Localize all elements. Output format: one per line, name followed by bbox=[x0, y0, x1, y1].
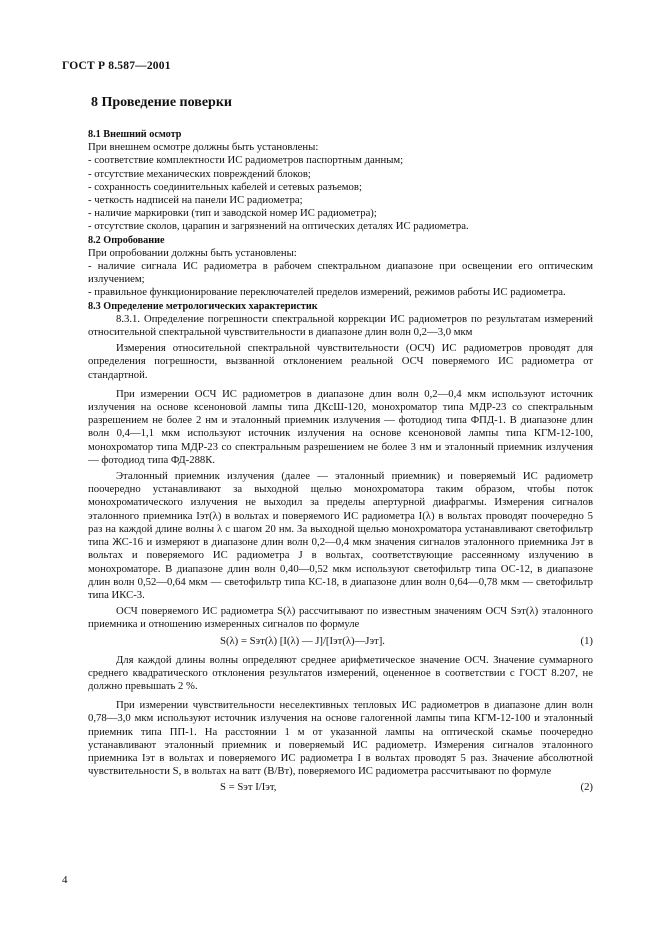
paragraph: ОСЧ поверяемого ИС радиометра S(λ) рассчитывают по известным значениям ОСЧ Sэт(λ) эталонного приемника и отношению измеренных сигналов по формуле bbox=[88, 605, 593, 631]
subsection-title-8-2: 8.2 Опробование bbox=[88, 234, 165, 246]
page-number: 4 bbox=[62, 874, 68, 886]
paragraph: При внешнем осмотре должны быть установлены: bbox=[88, 141, 319, 154]
formula-2-text: S = Sэт I/Iэт, bbox=[220, 781, 277, 794]
list-item: - правильное функционирование переключателей пределов измерений, режимов работы ИС радиометра. bbox=[88, 286, 566, 299]
list-item: - соответствие комплектности ИС радиометров паспортным данным; bbox=[88, 154, 404, 167]
list-item: - отсутствие сколов, царапин и загрязнений на оптических деталях ИС радиометра. bbox=[88, 220, 469, 233]
formula-2-number: (2) bbox=[580, 781, 593, 794]
paragraph: При измерении чувствительности неселективных тепловых ИС радиометров в диапазоне длин волн 0,78—3,0 мкм используют источник излучения на основе галогенной лампы типа КГМ-12-100 и эталонный приемник типа ПП-1. На расстоянии 1 м от указанной лампы на оптической скамье поочередно устанавливают эталонный приемник и поверяемый ИС радиометр. Измерения сигналов эталонного приемника Iэт в вольтах и поверяемого ИС радиометра I в вольтах проводят 5 раз. Значение абсолютной чувствительности S, в вольтах на ватт (В/Вт), поверяемого ИС радиометра рассчитывают по формуле bbox=[88, 699, 593, 778]
section-body bbox=[88, 128, 593, 800]
list-item: - наличие сигнала ИС радиометра в рабочем спектральном диапазоне при освещении его оптическим излучением; bbox=[88, 260, 593, 286]
list-item: - сохранность соединительных кабелей и сетевых разъемов; bbox=[88, 180, 362, 193]
section-title: 8 Проведение поверки bbox=[91, 95, 232, 110]
paragraph: Измерения относительной спектральной чувствительности (ОСЧ) ИС радиометров проводят для определения погрешности, вызванной отклонением реальной ОСЧ поверяемого ИС радиометра от стандартной. bbox=[88, 342, 593, 381]
subsection-title-8-3: 8.3 Определение метрологических характеристик bbox=[88, 300, 318, 312]
paragraph: При опробовании должны быть установлены: bbox=[88, 246, 297, 259]
paragraph: Для каждой длины волны определяют среднее арифметическое значение ОСЧ. Значение суммарного среднего квадратического отклонения результатов измерений, оцененное в соответствии с ГОСТ 8.207, не должно превышать 2 %. bbox=[88, 653, 593, 692]
formula-1-number: (1) bbox=[580, 634, 593, 647]
list-item: - отсутствие механических повреждений блоков; bbox=[88, 167, 311, 180]
subsection-title-8-1: 8.1 Внешний осмотр bbox=[88, 129, 182, 140]
formula-2 bbox=[88, 781, 593, 797]
list-item: - наличие маркировки (тип и заводской номер ИС радиометра); bbox=[88, 207, 377, 220]
paragraph: Эталонный приемник излучения (далее — эталонный приемник) и поверяемый ИС радиометр поочередно устанавливают за выходной щелью монохроматора таким образом, чтобы поток монохроматического излучения не выходил за пределы апертурной диафрагмы. Измерения сигналов эталонного приемника Iэт(λ) в вольтах и поверяемого ИС радиометра I(λ) в вольтах проводят поочередно 5 раз на каждой длине волны λ с шагом 20 нм. За выходной щелью монохроматора устанавливают светофильтр типа ЖС-16 и измеряют в диапазоне длин волн 0,2—0,4 мкм значения сигналов эталонного приемника Jэт в вольтах и поверяемого ИС радиометра J в вольтах, соответствующие рассеянному излучению в монохроматоре. В диапазоне длин волн 0,40—0,52 мкм используют светофильтр типа ОС-12, в диапазоне длин волн 0,52—0,64 мкм — светофильтр типа КС-18, в диапазоне длин волн 0,64—0,78 мкм — светофильтр типа ИКС-3. bbox=[88, 470, 593, 601]
formula-1-text: S(λ) = Sэт(λ) [I(λ) — J]/[Iэт(λ)—Jэт]. bbox=[220, 634, 385, 647]
paragraph: 8.3.1. Определение погрешности спектральной коррекции ИС радиометров по результатам измерений относительной спектральной чувствительности в диапазоне длин волн 0,2—3,0 мкм bbox=[88, 312, 593, 339]
standard-code: ГОСТ Р 8.587—2001 bbox=[62, 60, 171, 72]
paragraph: При измерении ОСЧ ИС радиометров в диапазоне длин волн 0,2—0,4 мкм используют источник излучения на основе ксеноновой лампы типа ДКсШ-120, монохроматор типа МДР-23 со спектральным разрешением не более 2 нм и эталонный приемник излучения — фотодиод типа ФПД-1. В диапазоне длин волн 0,4—1,1 мкм используют источник излучения на основе ксеноновой лампы типа КГМ-12-100, монохроматор типа МДР-23 со спектральным разрешением не более 3 нм и эталонный приемник излучения — фотодиод типа ФД-288К. bbox=[88, 387, 593, 466]
list-item: - четкость надписей на панели ИС радиометра; bbox=[88, 194, 303, 207]
formula-1 bbox=[88, 635, 593, 651]
